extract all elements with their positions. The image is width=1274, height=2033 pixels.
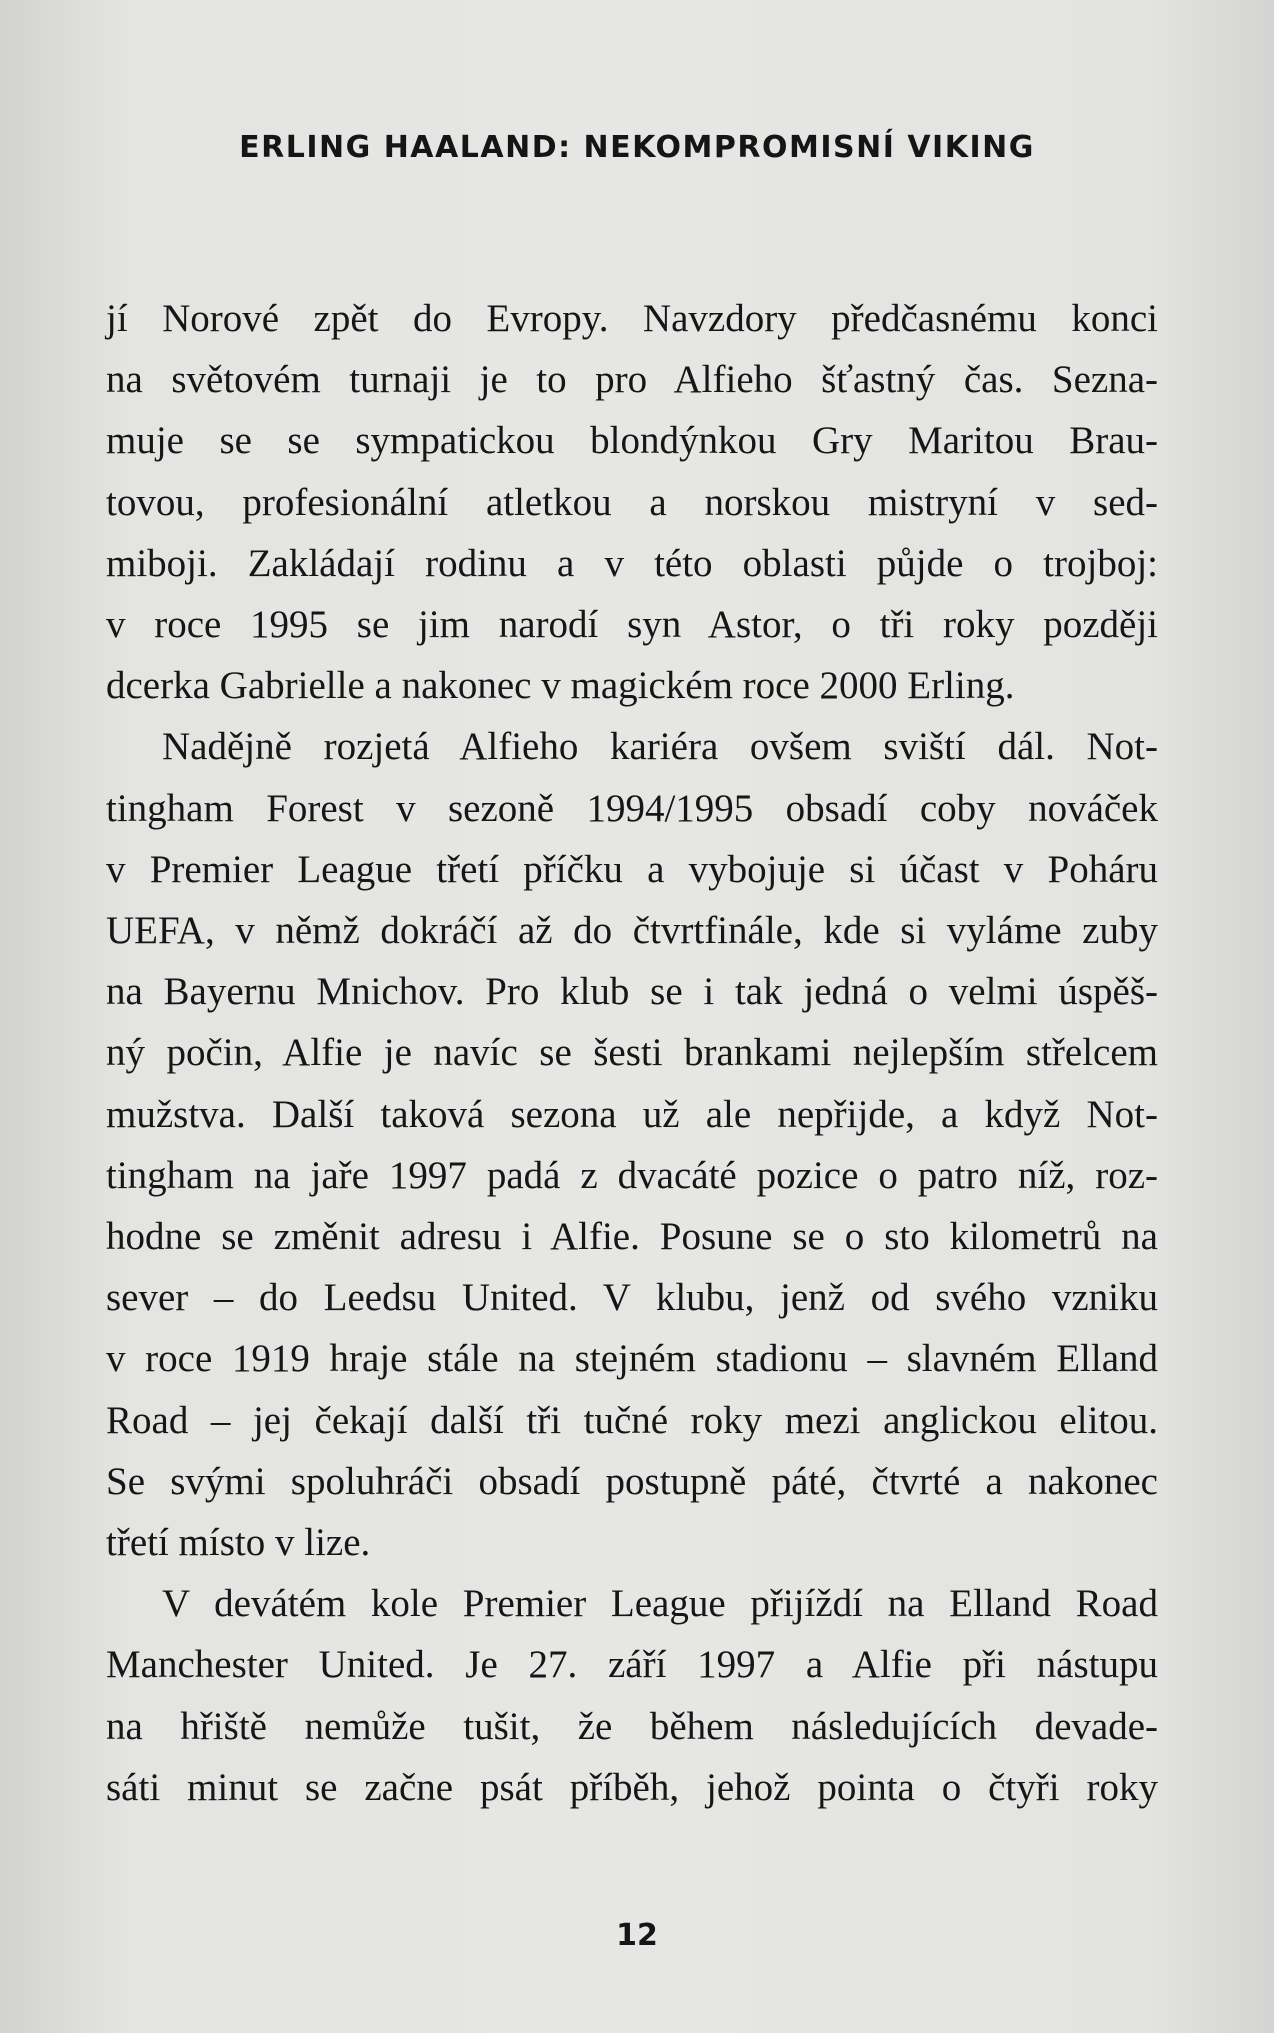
paragraph-first-line: V devátém kole Premier League přijíždí na Elland Road xyxy=(162,1582,1158,1626)
text-line: sever – do Leedsu United. V klubu, jenž od svého vzniku xyxy=(106,1276,1158,1320)
text-line: v roce 1995 se jim narodí syn Astor, o tři roky později xyxy=(106,603,1158,647)
page-number: 12 xyxy=(616,1918,658,1953)
text-line: hodne se změnit adresu i Alfie. Posune se o sto kilometrů na xyxy=(106,1215,1158,1259)
text-line: Se svými spoluhráči obsadí postupně páté, čtvrté a nakonec xyxy=(106,1459,1158,1503)
text-line: ný počin, Alfie je navíc se šesti brankami nejlepším střelcem xyxy=(106,1031,1158,1075)
text-line: tingham Forest v sezoně 1994/1995 obsadí coby nováček xyxy=(106,786,1158,830)
text-line: muje se se sympatickou blondýnkou Gry Maritou Brau- xyxy=(106,419,1158,463)
paragraph-first-line: Nadějně rozjetá Alfieho kariéra ovšem sviští dál. Not- xyxy=(162,725,1158,769)
text-line: třetí místo v lize. xyxy=(106,1521,371,1565)
text-line: Road – jej čekají další tři tučné roky mezi anglickou elitou. xyxy=(106,1398,1158,1442)
text-line: UEFA, v němž dokráčí až do čtvrtfinále, kde si vyláme zuby xyxy=(106,909,1158,953)
text-line: tovou, profesionální atletkou a norskou mistryní v sed- xyxy=(106,480,1158,524)
text-line: mužstva. Další taková sezona už ale nepřijde, a když Not- xyxy=(106,1092,1158,1136)
text-line: v roce 1919 hraje stále na stejném stadionu – slavném Elland xyxy=(106,1337,1158,1381)
running-header-title: ERLING HAALAND: NEKOMPROMISNÍ VIKING xyxy=(239,130,1035,165)
text-line: na Bayernu Mnichov. Pro klub se i tak jedná o velmi úspěš- xyxy=(106,970,1158,1014)
text-line: jí Norové zpět do Evropy. Navzdory předčasnému konci xyxy=(106,297,1158,340)
text-line: sáti minut se začne psát příběh, jehož pointa o čtyři roky xyxy=(106,1765,1158,1809)
body-text xyxy=(106,288,1158,1818)
text-line: na hřiště nemůže tušit, že během následujících devade- xyxy=(106,1704,1158,1748)
text-line: miboji. Zakládají rodinu a v této oblasti půjde o trojboj: xyxy=(106,541,1158,585)
text-line: dcerka Gabrielle a nakonec v magickém roce 2000 Erling. xyxy=(106,664,1015,708)
text-line: na světovém turnaji je to pro Alfieho šťastný čas. Sezna- xyxy=(106,358,1158,402)
text-line: tingham na jaře 1997 padá z dvacáté pozice o patro níž, roz- xyxy=(106,1153,1158,1197)
text-line: v Premier League třetí příčku a vybojuje si účast v Poháru xyxy=(106,847,1158,891)
text-line: Manchester United. Je 27. září 1997 a Alfie při nástupu xyxy=(106,1643,1158,1687)
